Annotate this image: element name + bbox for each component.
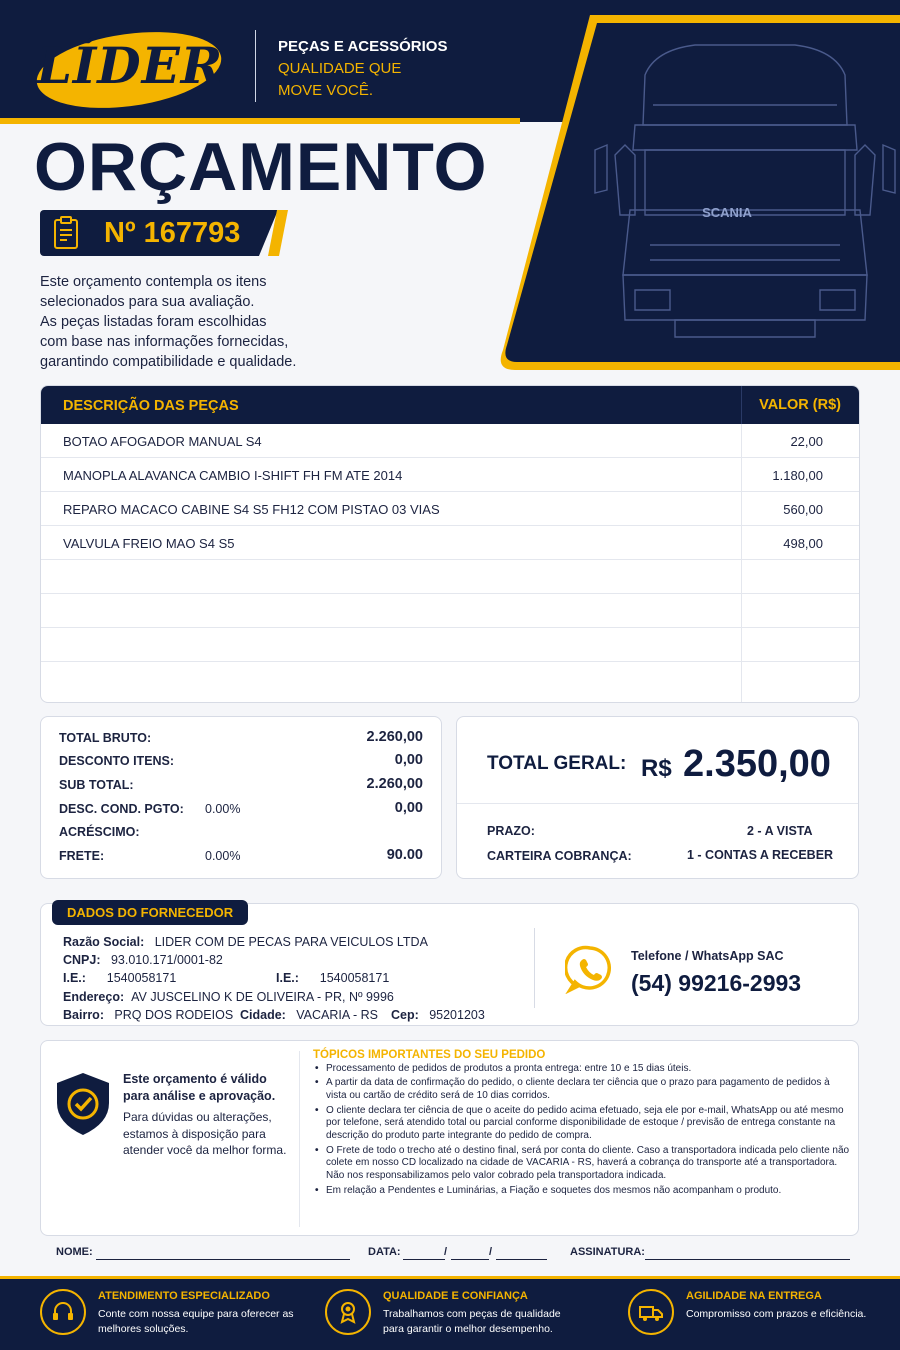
signature-field[interactable] [645, 1259, 850, 1260]
signature-line: NOME: DATA: / / ASSINATURA: [40, 1240, 860, 1266]
parts-table [40, 385, 860, 703]
award-icon [325, 1289, 371, 1335]
parts-table-header: DESCRIÇÃO DAS PEÇAS VALOR (R$) [41, 386, 859, 424]
quote-number: Nº 167793 [104, 217, 241, 249]
truck-icon [628, 1289, 674, 1335]
validity-section [40, 1040, 859, 1236]
table-row-empty [41, 560, 859, 594]
table-row-empty [41, 628, 859, 662]
date-month-field[interactable] [451, 1259, 489, 1260]
date-year-field[interactable] [496, 1259, 547, 1260]
table-row: BOTAO AFOGADOR MANUAL S4 22,00 [41, 424, 859, 458]
grand-total-value: 2.350,00 [683, 743, 831, 785]
quote-number-tag [40, 210, 288, 256]
table-row-empty [41, 662, 859, 702]
headset-icon [40, 1289, 86, 1335]
page-title: ORÇAMENTO [34, 129, 488, 205]
footer: ATENDIMENTO ESPECIALIZADO Conte com nossa equipe para oferecer as melhores soluções. QUALIDADE E CONFIANÇA Trabalhamos com peças de qualidade para garantir o melhor desempenho. AGILIDADE NA ENTREGA Compromisso com prazos e eficiência. [0, 1276, 900, 1350]
shield-check-icon [55, 1071, 111, 1137]
tagline: PEÇAS E ACESSÓRIOS QUALIDADE QUE MOVE VOCÊ. [278, 38, 448, 99]
clipboard-icon [52, 216, 82, 250]
grand-total-box: TOTAL GERAL: R$ 2.350,00 PRAZO: 2 - A VISTA CARTEIRA COBRANÇA: 1 - CONTAS A RECEBER [456, 716, 859, 879]
header-accent-stripe [0, 118, 520, 124]
phone-number: (54) 99216-2993 [631, 970, 802, 996]
date-day-field[interactable] [403, 1259, 445, 1260]
intro-text: Este orçamento contempla os itens selecionados para sua avaliação. As peças listadas foram escolhidas com base nas informações fornecidas, garantindo compatibilidade e qualidade. [40, 274, 297, 370]
topics-title: TÓPICOS IMPORTANTES DO SEU PEDIDO [313, 1049, 546, 1061]
whatsapp-icon [565, 944, 615, 994]
topics-list [313, 1063, 851, 1199]
truck-illustration [495, 15, 900, 370]
list-item: • Em relação a Pendentes e Luminárias, a Fiação e soquetes dos mesmos não acompanham o produto. [313, 1185, 851, 1198]
list-item: • A partir da data de confirmação do pedido, o cliente declara ter ciência que o prazo para pagamento de pedidos à vista ou cartão de crédito será de 10 dias corridos. [313, 1077, 851, 1103]
table-row-empty [41, 594, 859, 628]
svg-text:SCANIA: SCANIA [702, 205, 752, 220]
table-row: REPARO MACACO CABINE S4 S5 FH12 COM PISTAO 03 VIAS 560,00 [41, 492, 859, 526]
validity-title: Este orçamento é válido para análise e aprovação. [123, 1072, 276, 1103]
lider-logo: LÍDER [30, 18, 230, 108]
list-item: • O cliente declara ter ciência de que o aceite do pedido acima efetuado, seja ele por e-mail, WhatsApp ou até mesmo por telefone, será atendido total ou parcial conforme disponibilidade de estoque / previsão de entrega constante na descrição do produto parte integrante do pedido de compra. [313, 1105, 851, 1143]
validity-text: Para dúvidas ou alterações, estamos à disposição para atender você da melhor forma. [123, 1110, 287, 1157]
table-row: MANOPLA ALAVANCA CAMBIO I-SHIFT FH FM ATE 2014 1.180,00 [41, 458, 859, 492]
name-field[interactable] [96, 1259, 350, 1260]
list-item: • Processamento de pedidos de produtos a pronta entrega: entre 10 e 15 dias úteis. [313, 1063, 851, 1076]
table-row: VALVULA FREIO MAO S4 S5 498,00 [41, 526, 859, 560]
list-item: • O Frete de todo o trecho até o destino final, será por conta do cliente. Caso a transportadora indicada pelo cliente não colete em nosso CD localizado na cidade de VACARIA - RS, haverá a cobrança do transporte até a transportadora. Não nos responsabilizamos pelo valor cobrado pela transportadora indicada. [313, 1145, 851, 1183]
supplier-box: Razão Social: LIDER COM DE PECAS PARA VEICULOS LTDA CNPJ: 93.010.171/0001-82 I.E.: 1540058171 I.E.: 1540058171 Endereço: AV JUSCELINO K DE OLIVEIRA - PR, Nº 9996 Bairro: PRQ DOS RODEIOS Cidade: VACARIA - RS Cep: 95201203 Telefone / WhatsApp SAC (54) 99216-2993 [40, 903, 859, 1026]
totals-breakdown: TOTAL BRUTO: 2.260,00 DESCONTO ITENS: 0,00 SUB TOTAL: 2.260,00 DESC. COND. PGTO: 0.00% 0,00 ACRÉSCIMO: FRETE: 0.00% 90.00 [40, 716, 442, 879]
supplier-tag: DADOS DO FORNECEDOR [52, 900, 248, 925]
header-divider [255, 30, 256, 102]
